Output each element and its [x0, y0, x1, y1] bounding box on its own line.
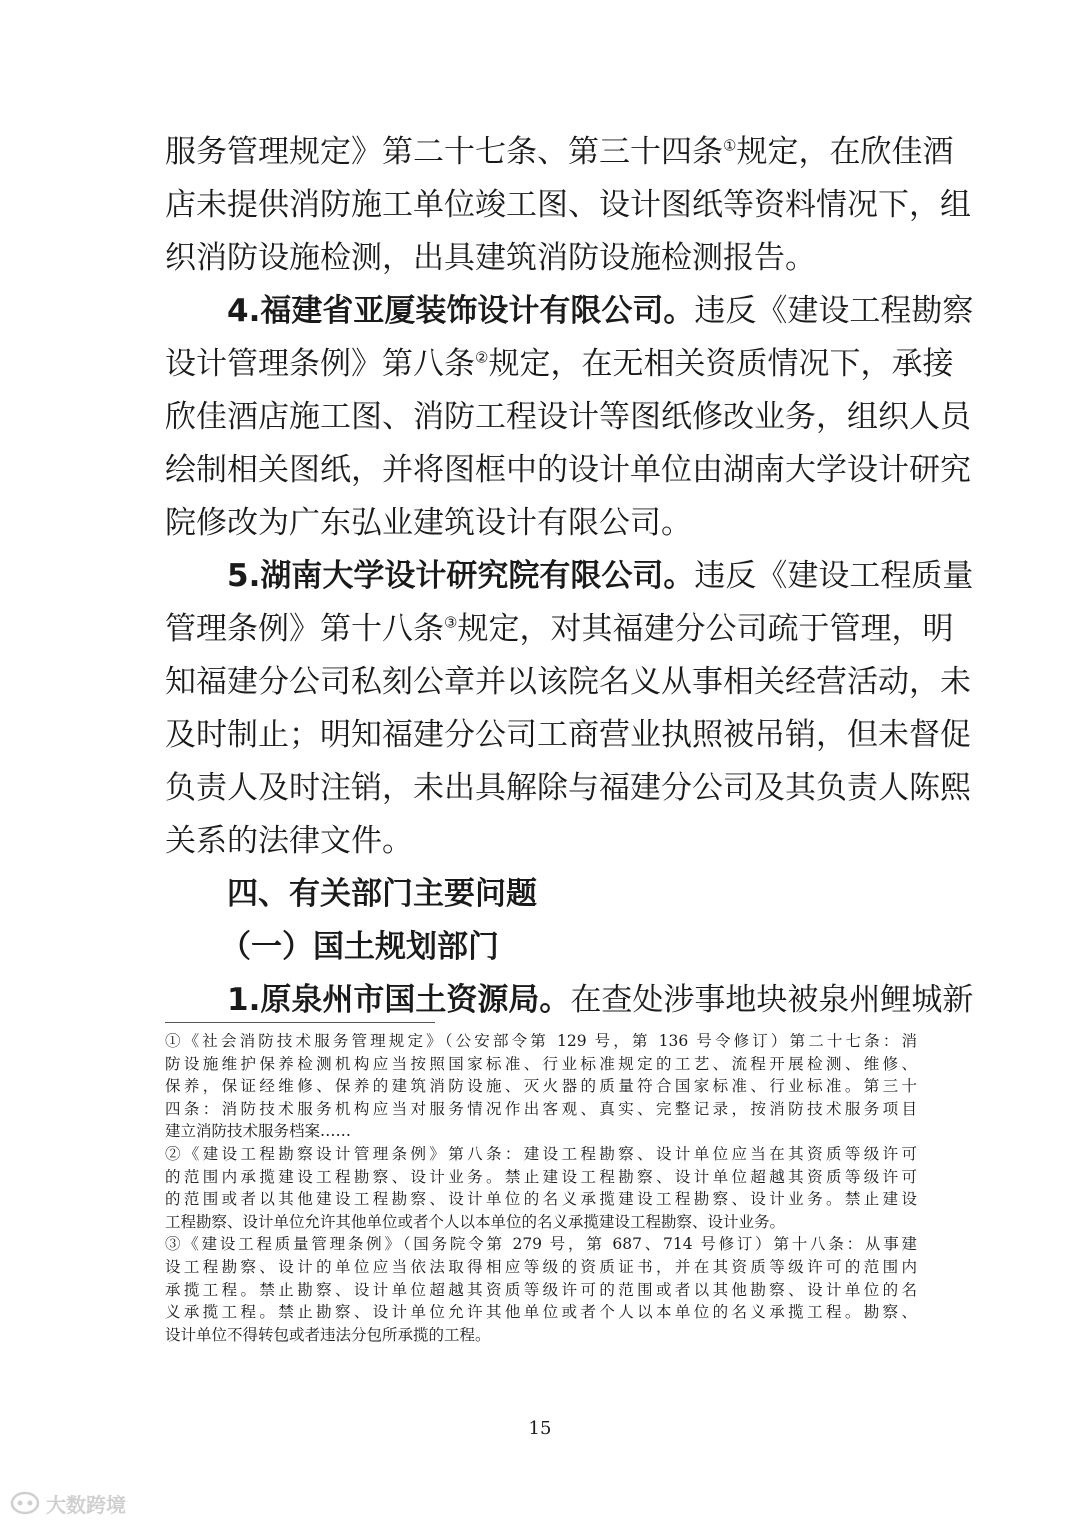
footnote-line: 工程勘察、设计单位允许其他单位或者个人以本单位的名义承揽建设工程勘察、设计业务。: [165, 1212, 786, 1231]
footnote-line: 建立消防技术服务档案……: [165, 1122, 352, 1141]
paragraph-line: 1.原泉州市国土资源局。在查处涉事地块被泉州鲤城新: [227, 982, 974, 1018]
footnote-line: ①《社会消防技术服务管理规定》（公安部令第 129 号，第 136 号令修订）第二十七条：消: [165, 1032, 917, 1050]
paragraph-line: 欣佳酒店施工图、消防工程设计等图纸修改业务，组织人员: [165, 399, 971, 435]
footnotes: [165, 1030, 917, 1346]
footnote-line: 承揽工程。禁止勘察、设计单位超越其资质等级许可的范围或者以其他勘察、设计单位的名: [165, 1280, 917, 1299]
item-title: 4.福建省亚厦装饰设计有限公司。: [227, 293, 695, 329]
page-number: 15: [528, 1418, 552, 1439]
paragraph-line: 4.福建省亚厦装饰设计有限公司。违反《建设工程勘察: [227, 293, 974, 329]
footnote-line: ③《建设工程质量管理条例》（国务院令第 279 号，第 687、714 号修订）第十八条：从事建: [165, 1235, 917, 1254]
paragraph-line: 及时制止；明知福建分公司工商营业执照被吊销，但未督促: [165, 717, 971, 753]
footnote-ref[interactable]: ②: [475, 348, 489, 367]
footnote-line: 保养，保证经维修、保养的建筑消防设施、灭火器的质量符合国家标准、行业标准。第三十: [165, 1077, 917, 1096]
watermark-logo-icon: [10, 1490, 40, 1516]
paragraph-line: 织消防设施检测，出具建筑消防设施检测报告。: [165, 240, 816, 276]
paragraph-line: 绘制相关图纸，并将图框中的设计单位由湖南大学设计研究: [165, 452, 971, 488]
watermark-text: 大数跨境: [46, 1492, 126, 1517]
paragraph-line: 服务管理规定》第二十七条、第三十四条①规定，在欣佳酒: [165, 134, 954, 170]
item-title: 5.湖南大学设计研究院有限公司。: [227, 558, 695, 594]
paragraph-line: 负责人及时注销，未出具解除与福建分公司及其负责人陈熙: [165, 770, 971, 806]
footnote-line: 防设施维护保养检测机构应当按照国家标准、行业标准规定的工艺、流程开展检测、维修、: [165, 1054, 917, 1073]
body-text: [165, 126, 974, 1027]
footnote-ref[interactable]: ③: [444, 613, 458, 632]
footnote-line: 的范围或者以其他建设工程勘察、设计单位的名义承揽建设工程勘察、设计业务。禁止建设: [165, 1190, 917, 1209]
paragraph-line: 院修改为广东弘业建筑设计有限公司。: [165, 505, 692, 541]
footnote-line: 义承揽工程。禁止勘察、设计单位允许其他单位或者个人以本单位的名义承揽工程。勘察、: [165, 1303, 917, 1322]
section-heading: 四、有关部门主要问题: [227, 876, 537, 912]
footnote-ref[interactable]: ①: [723, 136, 737, 155]
footnote-line: 的范围内承揽建设工程勘察、设计业务。禁止建设工程勘察、设计单位超越其资质等级许可: [165, 1167, 917, 1186]
footnote-line: ②《建设工程勘察设计管理条例》第八条：建设工程勘察、设计单位应当在其资质等级许可: [165, 1144, 917, 1163]
subsection-heading: （一）国土规划部门: [220, 929, 499, 965]
footnote-line: 设工程勘察、设计的单位应当依法取得相应等级的资质证书，并在其资质等级许可的范围内: [165, 1257, 917, 1276]
watermark: [10, 1488, 126, 1518]
footnote-divider: [165, 1022, 435, 1023]
paragraph-line: 设计管理条例》第八条②规定，在无相关资质情况下，承接: [165, 346, 954, 382]
paragraph-line: 关系的法律文件。: [165, 823, 413, 859]
footnote-line: 四条：消防技术服务机构应当对服务情况作出客观、真实、完整记录，按消防技术服务项目: [165, 1099, 917, 1118]
paragraph-line: 知福建分公司私刻公章并以该院名义从事相关经营活动，未: [165, 664, 971, 700]
paragraph-line: 管理条例》第十八条③规定，对其福建分公司疏于管理，明: [165, 611, 954, 647]
paragraph-line: 店未提供消防施工单位竣工图、设计图纸等资料情况下，组: [165, 187, 971, 223]
paragraph-line: 5.湖南大学设计研究院有限公司。违反《建设工程质量: [227, 558, 974, 594]
item-title: 1.原泉州市国土资源局。: [227, 982, 571, 1018]
footnote-line: 设计单位不得转包或者违法分包所承揽的工程。: [165, 1325, 491, 1344]
